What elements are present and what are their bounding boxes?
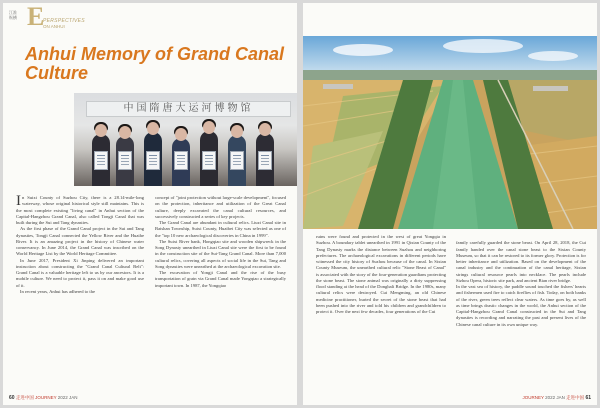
certificate (258, 151, 272, 170)
page-number: 60 (9, 395, 15, 401)
certificate (146, 151, 160, 170)
body-column-2 (155, 195, 286, 289)
issue-date: 2022 JAN (57, 395, 78, 400)
section-letter: E (27, 3, 45, 31)
issue-date: 2022 JAN (545, 395, 565, 400)
certificate (94, 151, 108, 170)
magazine-brand-cn: 走进中国 (566, 395, 585, 400)
section-name: PERSPECTIVES (43, 18, 85, 24)
certificate (118, 151, 132, 170)
right-folio (522, 395, 591, 401)
group-photo (74, 93, 297, 186)
body-column-3 (316, 234, 446, 315)
paragraph: In Suixi County of Suzhou City, there is a 28.14-mile-long waterway, whose original historical style still maintains. This is the most complete existing "living canal" in Anhui section of the Capital-Hangzhou Grand Canal, also called Tongji Canal that was built during the Sui and Tang dynasties. (16, 193, 144, 225)
magazine-brand: JOURNEY (35, 395, 57, 400)
paragraph: As the first phase of the Grand Canal project in the Sui and Tang dynasties, Tongji Canal connected the Yellow River and the Huaihe River. It is an amazing project in the history of Chinese water conservancy. In June 2014, the Grand Canal was inscribed on the World Heritage List by the World Heritage Committee. (16, 226, 144, 257)
museum-banner: 中国隋唐大运河博物馆 (86, 101, 291, 117)
section-tag: 江淮 纵横 (9, 10, 17, 20)
paragraph: In June 2017, President Xi Jinping delivered an important instruction about constructing the "Grand Canal Cultural Belt": Grand Canal is a valuable heritage left to us by our ancestors. It is a mobile culture. We need to protect it, pass it on and make good use of it. (16, 257, 144, 288)
article-title: Anhui Memory of Grand Canal Culture (25, 44, 285, 83)
magazine-brand: JOURNEY (522, 395, 544, 400)
certificate (174, 151, 188, 170)
body-column-1 (16, 195, 144, 295)
paragraph: In recent years, Anhui has adhered to the (20, 288, 96, 294)
paragraph: ruins were found and protected in the west of great Yongqia in Suzhou. A boundary tablet unearthed in 1991 in Qixian County of the Tang Dynasty marks the distance between Suzhou and neighboring prefectures. The archaeological excavations in different periods have witnessed the city history of Suzhou because of the canal. In Sixian County Museum, the unearthed cultural relic "Stone Beast of Canal" is associated with the story of the four-generation guardians protecting the stone beast. The stone animal was originally a dirty suppressing flood standing at the head of the Dongbali Bridge. In the 1980s, many cultural relics were destroyed. Cui Mengming, an old Chinese medicine practitioner, buried the secret of the stone beast that had been pushed into the river and told his children and grandchildren to protect it. Over the next few decades, four generations of the Cui (316, 234, 446, 314)
left-folio (9, 395, 78, 401)
body-column-4 (456, 234, 586, 334)
magazine-brand-cn: 走进中国 (15, 395, 34, 400)
paragraph: The Grand Canal are abundant in cultural relics. Liuzi Canal site in Baishan Township, Suixi County, Huaibei City was selected as one of the "top 10 new archaeological discoveries in China in 1999". (155, 220, 286, 238)
left-page (3, 3, 297, 405)
certificate (202, 151, 216, 170)
right-page (303, 3, 597, 405)
section-subtitle: ON ANHUI (43, 24, 65, 29)
paragraph: family carefully guarded the stone beast. On April 28, 2018, the Cui family handed over the canal stone beast to the Sixian County Museum, so that it can be restored to its former glory. Protection is for better inheritance and utilization. Based on the development of the canal industry and the continuation of the canal heritage, Sixian strings cultural resource pearls into necklace. The pearls include Sizhou Opera, historic site park, and ancient Bian river bridge. In the vast sea of history, the paddle sound touched the fishers' hearts and fishermen used fire to catch fireflies of fish. Today, on both banks of the river, green trees reflect clear waters. As time goes by, as well as time brings drastic changes in the world, the Anhui section of the Capital-Hangzhou Grand Canal constructed in the Sui and Tang dynasties is recording and narrating the past and present lives of the Chinese canal culture in its own unique way. (456, 240, 586, 327)
page-number: 61 (585, 395, 591, 401)
paragraph: The excavation of Yongji Canal and the rise of the busy transportation of grain via Grand Canal made Yongqiao a strategically important town. In 1987, the Yongqiao (155, 270, 286, 288)
paragraph: concept of "joint protection without large-scale development", focused on the protection, inheritance and utilization of the Great Canal culture, deeply excavated the canal cultural resources, and successively constructed a series of key projects. (155, 195, 286, 219)
paragraph: The Suixi River bank, Hongqiao site and wooden shipwreck in the Song Dynasty unearthed in Liuzi Canal site were the first to be found in the construction site of the Sui-Tang Grand Canal. More than 7,000 cultural relics, covering all aspects of social life in the Sui, Tang and Song dynasties were unearthed at the archaeological excavation site. (155, 238, 286, 269)
aerial-canal-photo (303, 36, 597, 229)
certificate (230, 151, 244, 170)
